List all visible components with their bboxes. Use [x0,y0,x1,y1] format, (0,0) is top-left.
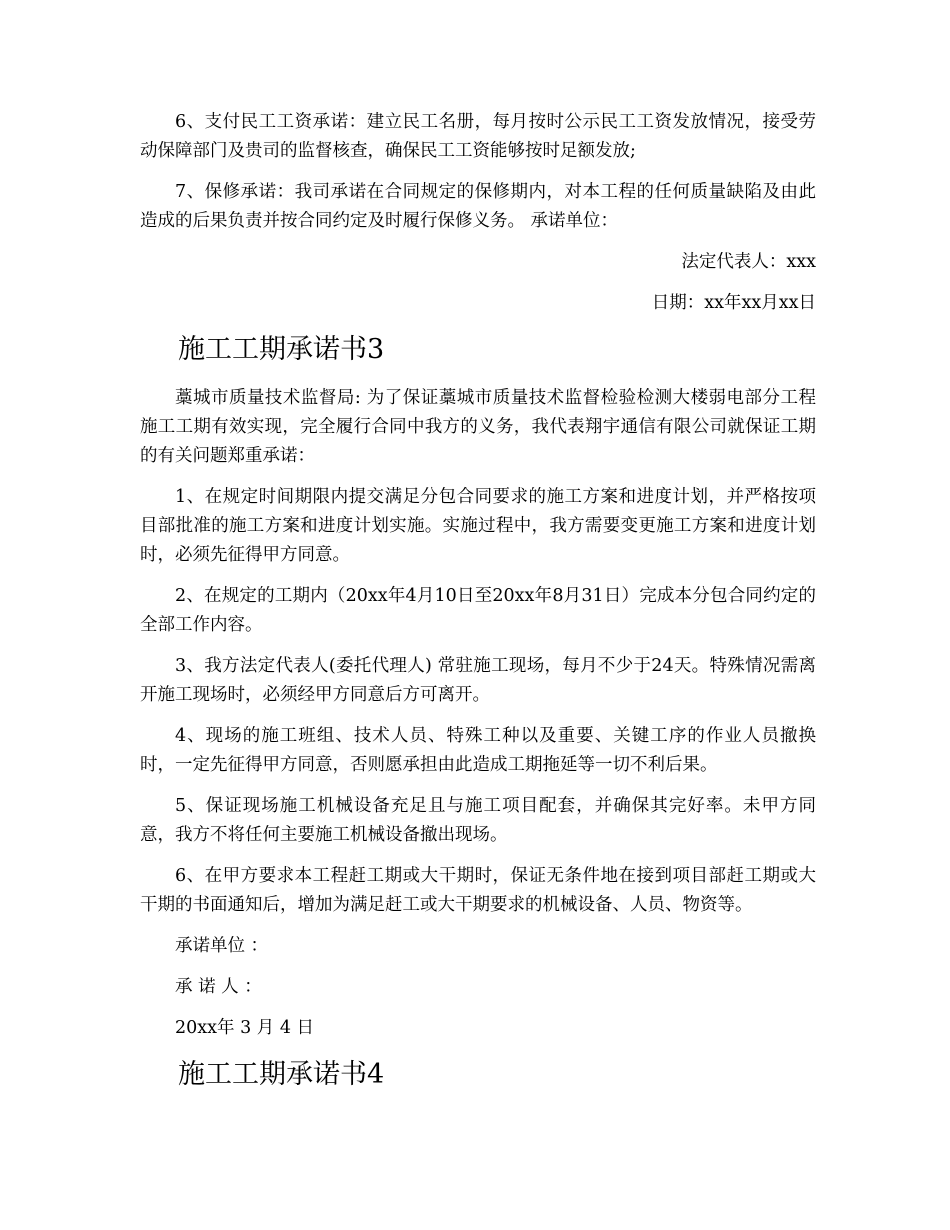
paragraph-commitment-5: 5、保证现场施工机械设备充足且与施工项目配套，并确保其完好率。未甲方同意，我方不将任何主要施工机械设备撤出现场。 [140,796,816,845]
document-page [140,108,816,1095]
commitment-date: 20xx年 3 月 4 日 [175,1018,315,1038]
paragraph-item-7: 7、保修承诺：我司承诺在合同规定的保修期内，对本工程的任何质量缺陷及由此造成的后果负责并按合同约定及时履行保修义务。 承诺单位： [140,182,816,231]
commitment-person-label: 承 诺 人 ： [175,977,262,997]
signature-date: 日期：xx年xx月xx日 [651,293,816,313]
section-title-4: 施工工期承诺书4 [178,1059,385,1090]
paragraph-commitment-4: 4、现场的施工班组、技术人员、特殊工种以及重要、关键工序的作业人员撤换时，一定先征得甲方同意，否则愿承担由此造成工期拖延等一切不利后果。 [140,726,816,775]
paragraph-commitment-2: 2、在规定的工期内（20xx年4月10日至20xx年8月31日）完成本分包合同约定的全部工作内容。 [140,586,816,635]
commitment-unit-label: 承诺单位 ： [175,936,269,956]
paragraph-commitment-6: 6、在甲方要求本工程赶工期或大干期时，保证无条件地在接到项目部赶工期或大干期的书面通知后，增加为满足赶工或大干期要求的机械设备、人员、物资等。 [140,866,816,915]
paragraph-intro: 藁城市质量技术监督局: 为了保证藁城市质量技术监督检验检测大楼弱电部分工程 施工工期有效实现，完全履行合同中我方的义务，我代表翔宇通信有限公司就保证工期的有关问题郑重承诺： [140,388,816,466]
section-title-3: 施工工期承诺书3 [178,334,385,365]
legal-representative: 法定代表人：xxx [681,252,816,272]
paragraph-item-6: 6、支付民工工资承诺：建立民工名册，每月按时公示民工工资发放情况，接受劳动保障部门及贵司的监督核查，确保民工工资能够按时足额发放; [140,112,816,161]
paragraph-commitment-1: 1、在规定时间期限内提交满足分包合同要求的施工方案和进度计划，并严格按项目部批准的施工方案和进度计划实施。实施过程中，我方需要变更施工方案和进度计划时，必须先征得甲方同意。 [140,487,816,565]
paragraph-commitment-3: 3、我方法定代表人(委托代理人) 常驻施工现场，每月不少于24天。特殊情况需离开施工现场时，必须经甲方同意后方可离开。 [140,656,816,705]
